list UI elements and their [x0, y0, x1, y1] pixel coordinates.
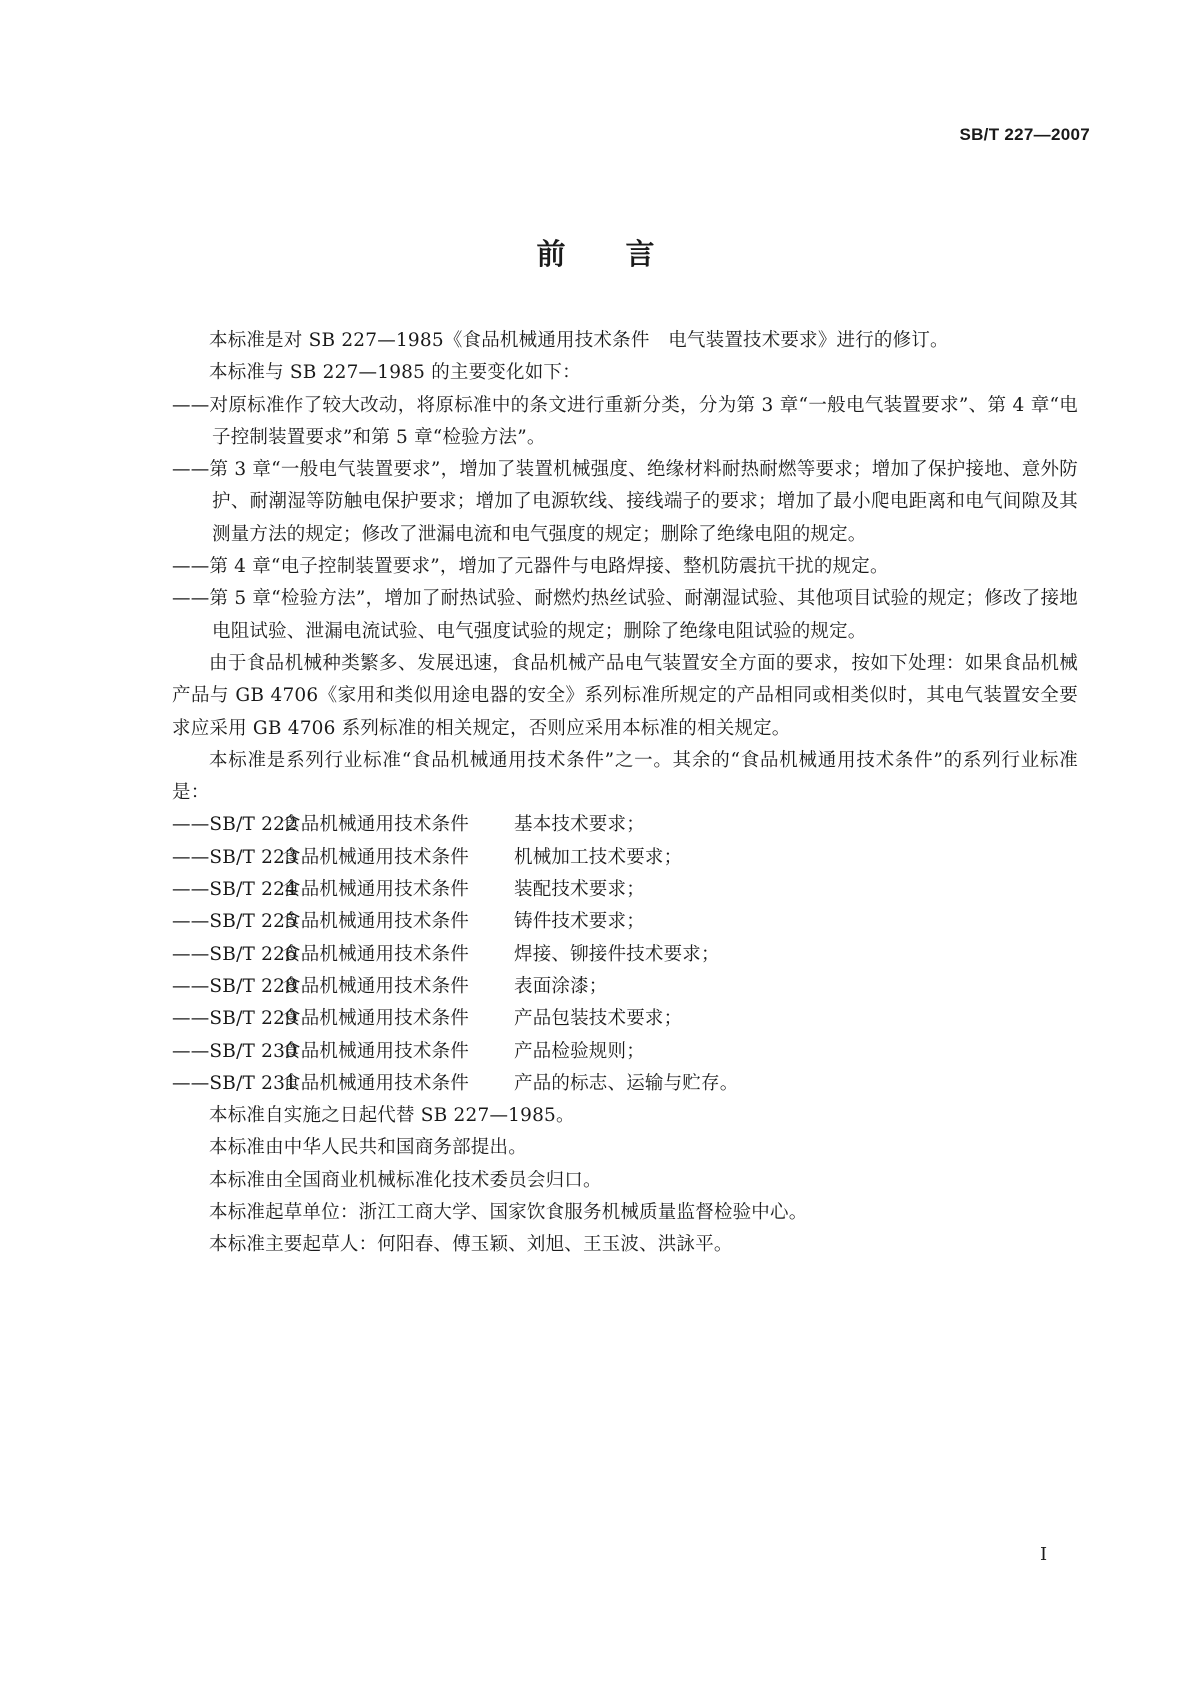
standard-subject: 基本技术要求；: [514, 814, 645, 836]
standard-subject: 产品检验规则；: [514, 1040, 645, 1062]
page-number: I: [1040, 1544, 1048, 1565]
list-item: [172, 874, 1078, 906]
list-item: [172, 1068, 1078, 1100]
standard-subject: 焊接、铆接件技术要求；: [514, 943, 720, 965]
standard-number: ——SB/T 229: [172, 1008, 298, 1030]
closing-paragraph: 本标准由全国商业机械标准化技术委员会归口。: [209, 1169, 602, 1191]
change-item: ——第 3 章“一般电气装置要求”，增加了装置机械强度、绝缘材料耐热耐燃等要求；增加了保护接地、意外防护、耐潮湿等防触电保护要求；增加了电源软线、接线端子的要求；增加了最小爬电距离和电气间隙及其测量方法的规定；修改了泄漏电流和电气强度的规定；删除了绝缘电阻的规定。: [172, 459, 1078, 545]
change-item: ——第 4 章“电子控制装置要求”，增加了元器件与电路焊接、整机防震抗干扰的规定。: [172, 556, 889, 578]
standard-category: 食品机械通用技术条件: [282, 814, 470, 836]
list-item: [172, 971, 1078, 1003]
closing-paragraph: 本标准自实施之日起代替 SB 227—1985。: [209, 1105, 575, 1127]
standard-subject: 装配技术要求；: [514, 879, 645, 901]
list-item: [172, 1036, 1078, 1068]
foreword-body: [172, 325, 1078, 1262]
list-item: [172, 809, 1078, 841]
standard-subject: 产品包装技术要求；: [514, 1008, 683, 1030]
standard-code: SB/T 227—2007: [959, 125, 1090, 144]
standard-number: ——SB/T 231: [172, 1072, 298, 1094]
standard-number: ——SB/T 223: [172, 846, 298, 868]
standard-category: 食品机械通用技术条件: [282, 911, 470, 933]
standard-subject: 机械加工技术要求；: [514, 846, 683, 868]
standard-category: 食品机械通用技术条件: [282, 975, 470, 997]
closing-paragraph: 本标准主要起草人：何阳春、傅玉颖、刘旭、王玉波、洪詠平。: [209, 1234, 733, 1256]
standard-category: 食品机械通用技术条件: [282, 1008, 470, 1030]
standard-category: 食品机械通用技术条件: [282, 1072, 470, 1094]
series-paragraph: 本标准是系列行业标准“食品机械通用技术条件”之一。其余的“食品机械通用技术条件”的系列行业标准是：: [172, 749, 1078, 804]
standard-category: 食品机械通用技术条件: [282, 1040, 470, 1062]
standard-subject: 表面涂漆；: [514, 975, 608, 997]
standard-number: ——SB/T 226: [172, 943, 298, 965]
standard-category: 食品机械通用技术条件: [282, 943, 470, 965]
intro-paragraph: 本标准与 SB 227—1985 的主要变化如下：: [209, 362, 581, 384]
intro-paragraph: 本标准是对 SB 227—1985《食品机械通用技术条件 电气装置技术要求》进行的修订。: [209, 330, 949, 351]
standard-number: ——SB/T 225: [172, 911, 298, 933]
standard-category: 食品机械通用技术条件: [282, 846, 470, 868]
list-item: [172, 842, 1078, 874]
standard-subject: 产品的标志、运输与贮存。: [514, 1072, 739, 1094]
change-item: ——对原标准作了较大改动，将原标准中的条文进行重新分类，分为第 3 章“一般电气装置要求”、第 4 章“电子控制装置要求”和第 5 章“检验方法”。: [172, 394, 1078, 448]
list-item: [172, 906, 1078, 938]
list-item: [172, 939, 1078, 971]
series-list: [172, 809, 1078, 1100]
standard-number: ——SB/T 222: [172, 814, 298, 836]
standard-subject: 铸件技术要求；: [514, 911, 645, 933]
food-machinery-paragraph: 由于食品机械种类繁多、发展迅速，食品机械产品电气装置安全方面的要求，按如下处理：如果食品机械产品与 GB 4706《家用和类似用途电器的安全》系列标准所规定的产品相同或相类似时，其电气装置安全要求应采用 GB 4706 系列标准的相关规定，否则应采用本标准的相关规定。: [172, 652, 1078, 739]
change-item: ——第 5 章“检验方法”，增加了耐热试验、耐燃灼热丝试验、耐潮湿试验、其他项目试验的规定；修改了接地电阻试验、泄漏电流试验、电气强度试验的规定；删除了绝缘电阻试验的规定。: [172, 588, 1078, 642]
closing-paragraph: 本标准由中华人民共和国商务部提出。: [209, 1137, 527, 1159]
standard-number: ——SB/T 230: [172, 1040, 298, 1062]
standard-category: 食品机械通用技术条件: [282, 879, 470, 901]
closing-paragraph: 本标准起草单位：浙江工商大学、国家饮食服务机械质量监督检验中心。: [209, 1202, 808, 1224]
standard-number: ——SB/T 224: [172, 879, 298, 901]
standard-number: ——SB/T 228: [172, 975, 298, 997]
page-title: 前言: [536, 237, 715, 271]
list-item: [172, 1003, 1078, 1035]
